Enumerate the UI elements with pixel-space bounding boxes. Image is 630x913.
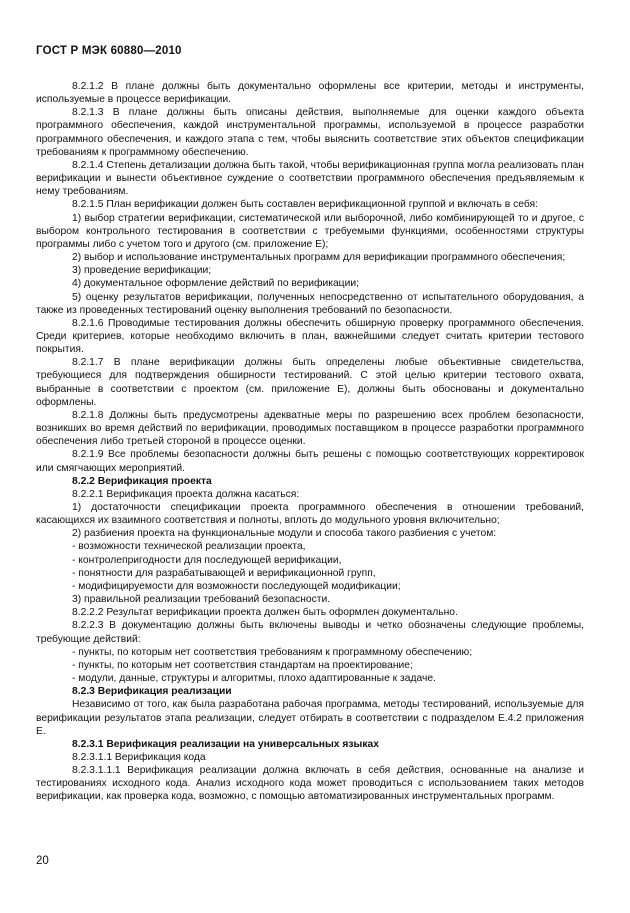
paragraph: 8.2.3.1.1.1 Верификация реализации должна включать в себя действия, основанные на анализе и тестированиях исходного кода. Анализ исходного кода может проводиться с использованием таких методов верификации, как проверка кода, возможно, с помощью автоматизированных инструментальных программ.: [36, 765, 584, 803]
paragraph: 2) разбиения проекта на функциональные модули и способа такого разбиения с учетом:: [72, 528, 497, 540]
section-heading: 8.2.3 Верификация реализации: [72, 686, 232, 698]
paragraph: Независимо от того, как была разработана рабочая программа, методы тестирований, используемые для верификации результатов этапа реализации, следует отбирать в соответствии с подразделом Е.4.2 приложения Е.: [36, 699, 584, 737]
paragraph: 8.2.1.6 Проводимые тестирования должны обеспечить обширную проверку программного обеспечения. Среди критериев, которые необходимо включить в план, важнейшими следует считать критерии тестового покрытия.: [36, 317, 584, 356]
paragraph: 8.2.1.7 В плане верификации должны быть определены любые объективные свидетельства, требующиеся для подтверждения обширности тестирований. С этой целью критерии тестового охвата, выбранные в соответствии с проектом (см. приложение Е), должны быть обоснованы и документально оформлены.: [36, 357, 584, 408]
section-heading: 8.2.2 Верификация проекта: [72, 475, 212, 487]
paragraph: 8.2.1.4 Степень детализации должна быть такой, чтобы верификационная группа могла реализовать план верификации и вынести объективное суждение о соответствии программного обеспечения предъявляемым к нему требованиям.: [36, 159, 584, 198]
paragraph: 1) достаточности спецификации проекта программного обеспечения в отношении требований, касающихся их взаимного соответствия и полноты, вплоть до модульного уровня включительно;: [36, 502, 584, 527]
page-number: 20: [36, 855, 49, 867]
paragraph: 5) оценку результатов верификации, полученных непосредственно от испытательного оборудования, а также из проведенных тестирований оценку выполнения требований по безопасности.: [36, 291, 584, 316]
paragraph: 3) правильной реализации требований безопасности.: [72, 594, 331, 606]
paragraph: 3) проведение верификации;: [72, 265, 212, 277]
paragraph: 8.2.1.2 В плане должны быть документально оформлены все критерии, методы и инструменты, используемые в процессе верификации.: [36, 81, 584, 106]
paragraph: 8.2.2.1 Верификация проекта должна касаться:: [72, 488, 300, 500]
paragraph: - возможности технической реализации проекта,: [72, 541, 306, 553]
paragraph: 4) документальное оформление действий по верификации;: [72, 278, 359, 290]
document-body: [36, 80, 584, 804]
paragraph: 8.2.2.2 Результат верификации проекта должен быть оформлен документально.: [72, 607, 458, 619]
paragraph: 8.2.2.3 В документацию должны быть включены выводы и четко обозначены следующие проблемы, требующие действий:: [36, 620, 584, 645]
paragraph: 8.2.3.1.1 Верификация кода: [72, 751, 206, 763]
paragraph: 8.2.1.5 План верификации должен быть составлен верификационной группой и включать в себя:: [72, 199, 538, 211]
paragraph: 1) выбор стратегии верификации, систематической или выборочной, либо комбинирующей то и другое, с выбором контрольного тестирования в соответствии с требуемыми функциями, особенностями структуры программы либо с учетом того и другого (см. приложение Е);: [36, 212, 584, 250]
paragraph: - понятности для разрабатывающей и верификационной групп,: [72, 567, 376, 579]
paragraph: - пункты, по которым нет соответствия стандартам на проектирование;: [72, 659, 413, 671]
paragraph: - модули, данные, структуры и алгоритмы, плохо адаптированные к задаче.: [72, 673, 436, 685]
section-heading: 8.2.3.1 Верификация реализации на универсальных языках: [72, 738, 379, 750]
paragraph: - модифицируемости для возможности последующей модификации;: [72, 580, 401, 592]
paragraph: - контролепригодности для последующей верификации,: [72, 554, 342, 566]
paragraph: - пункты, по которым нет соответствия требованиям к программному обеспечению;: [72, 646, 473, 658]
document-header: ГОСТ Р МЭК 60880—2010: [36, 45, 182, 57]
paragraph: 8.2.1.9 Все проблемы безопасности должны быть решены с помощью соответствующих корректировок или смягчающих мероприятий.: [36, 449, 584, 474]
paragraph: 2) выбор и использование инструментальных программ для верификации программного обеспечения;: [72, 252, 566, 264]
paragraph: 8.2.1.8 Должны быть предусмотрены адекватные меры по разрешению всех проблем безопасности, возникших во время действий по верификации, проводимых поставщиком в процессе разработки программного обеспечения либо третьей стороной в процессе оценки.: [36, 409, 584, 448]
paragraph: 8.2.1.3 В плане должны быть описаны действия, выполняемые для оценки каждого объекта программного обеспечения, каждой инструментальной программы, используемой в процессе разработки программного обеспечения, и каждого этапа с тем, чтобы выяснить соответствие этих объектов спецификации требованиям к программному обеспечению.: [36, 107, 584, 158]
